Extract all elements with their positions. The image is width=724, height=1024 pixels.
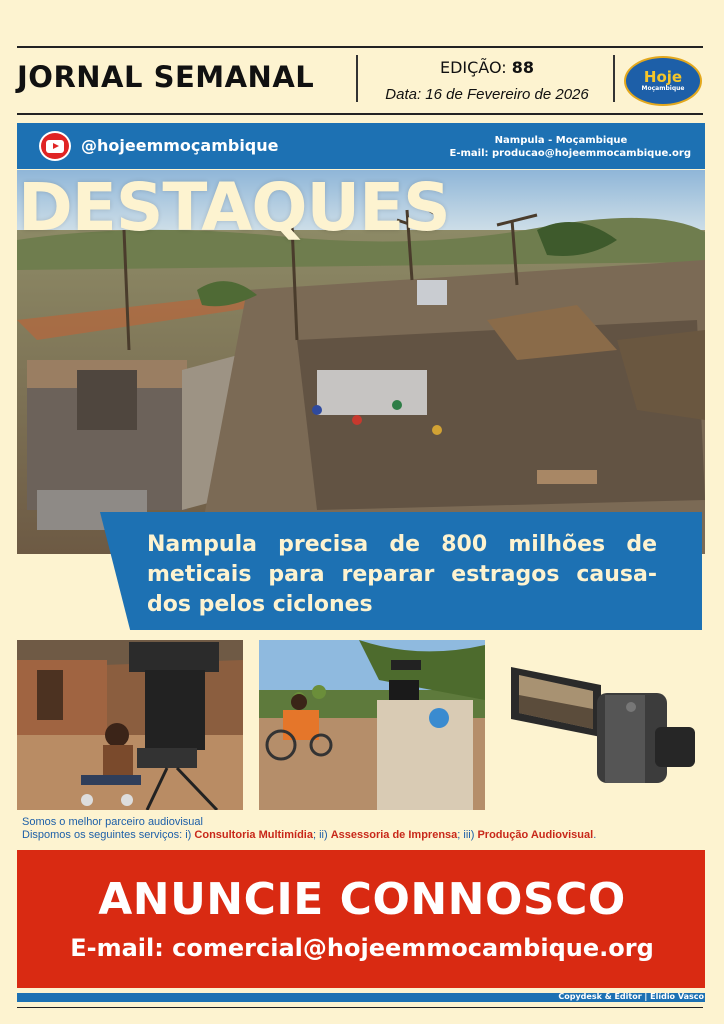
masthead-divider: [613, 55, 615, 102]
location-text: Nampula - Moçambique: [494, 135, 628, 146]
services-intro: Dispomos os seguintes serviços: i): [22, 829, 195, 841]
youtube-icon[interactable]: [39, 131, 71, 161]
services-separator: ; iii): [457, 829, 478, 841]
commercial-email[interactable]: E-mail: comercial@hojeemmocambique.org: [70, 934, 654, 962]
logo-word: Hoje: [643, 67, 683, 86]
services-separator: ; ii): [312, 829, 331, 841]
filming-photo: [17, 640, 243, 810]
top-rule: [17, 46, 703, 48]
issue-date: Data: 16 de Fevereiro de 2026: [385, 86, 589, 103]
service-audiovisual-production: Produção Audiovisual: [477, 829, 594, 841]
bottom-rule: [17, 1007, 703, 1008]
services-tagline: Somos o melhor parceiro audiovisual: [22, 816, 203, 828]
newspaper-logo[interactable]: [624, 56, 702, 106]
masthead-bottom-rule: [17, 113, 703, 115]
services-end: .: [593, 829, 597, 841]
production-email[interactable]: E-mail: producao@hojeemmocambique.org: [449, 148, 691, 159]
logo-subword: Moçambique: [641, 84, 685, 92]
lead-headline[interactable]: Nampula precisa de 800 milhões de meticais para reparar estragos causa-dos pelos ciclones: [147, 532, 657, 617]
masthead-divider: [356, 55, 358, 102]
advertise-title: ANUNCIE CONNOSCO: [98, 874, 626, 925]
interview-photo: [259, 640, 485, 810]
editor-credit: Copydesk & Editor | Elídio Vasco: [558, 992, 704, 1001]
edition-label: EDIÇÃO:: [439, 58, 507, 77]
edition-number: [360, 58, 614, 77]
contact-bar: [17, 123, 705, 169]
masthead-title: JORNAL SEMANAL: [17, 60, 315, 94]
section-title: DESTAQUES: [18, 169, 450, 246]
edition-value: 88: [511, 58, 535, 77]
camcorder-photo: [505, 655, 700, 800]
youtube-handle[interactable]: @hojeemmoçambique: [81, 136, 279, 155]
service-press-office: Assessoria de Imprensa: [330, 829, 458, 841]
services-list: [22, 829, 596, 841]
service-multimedia-consulting: Consultoria Multimídia: [194, 829, 313, 841]
